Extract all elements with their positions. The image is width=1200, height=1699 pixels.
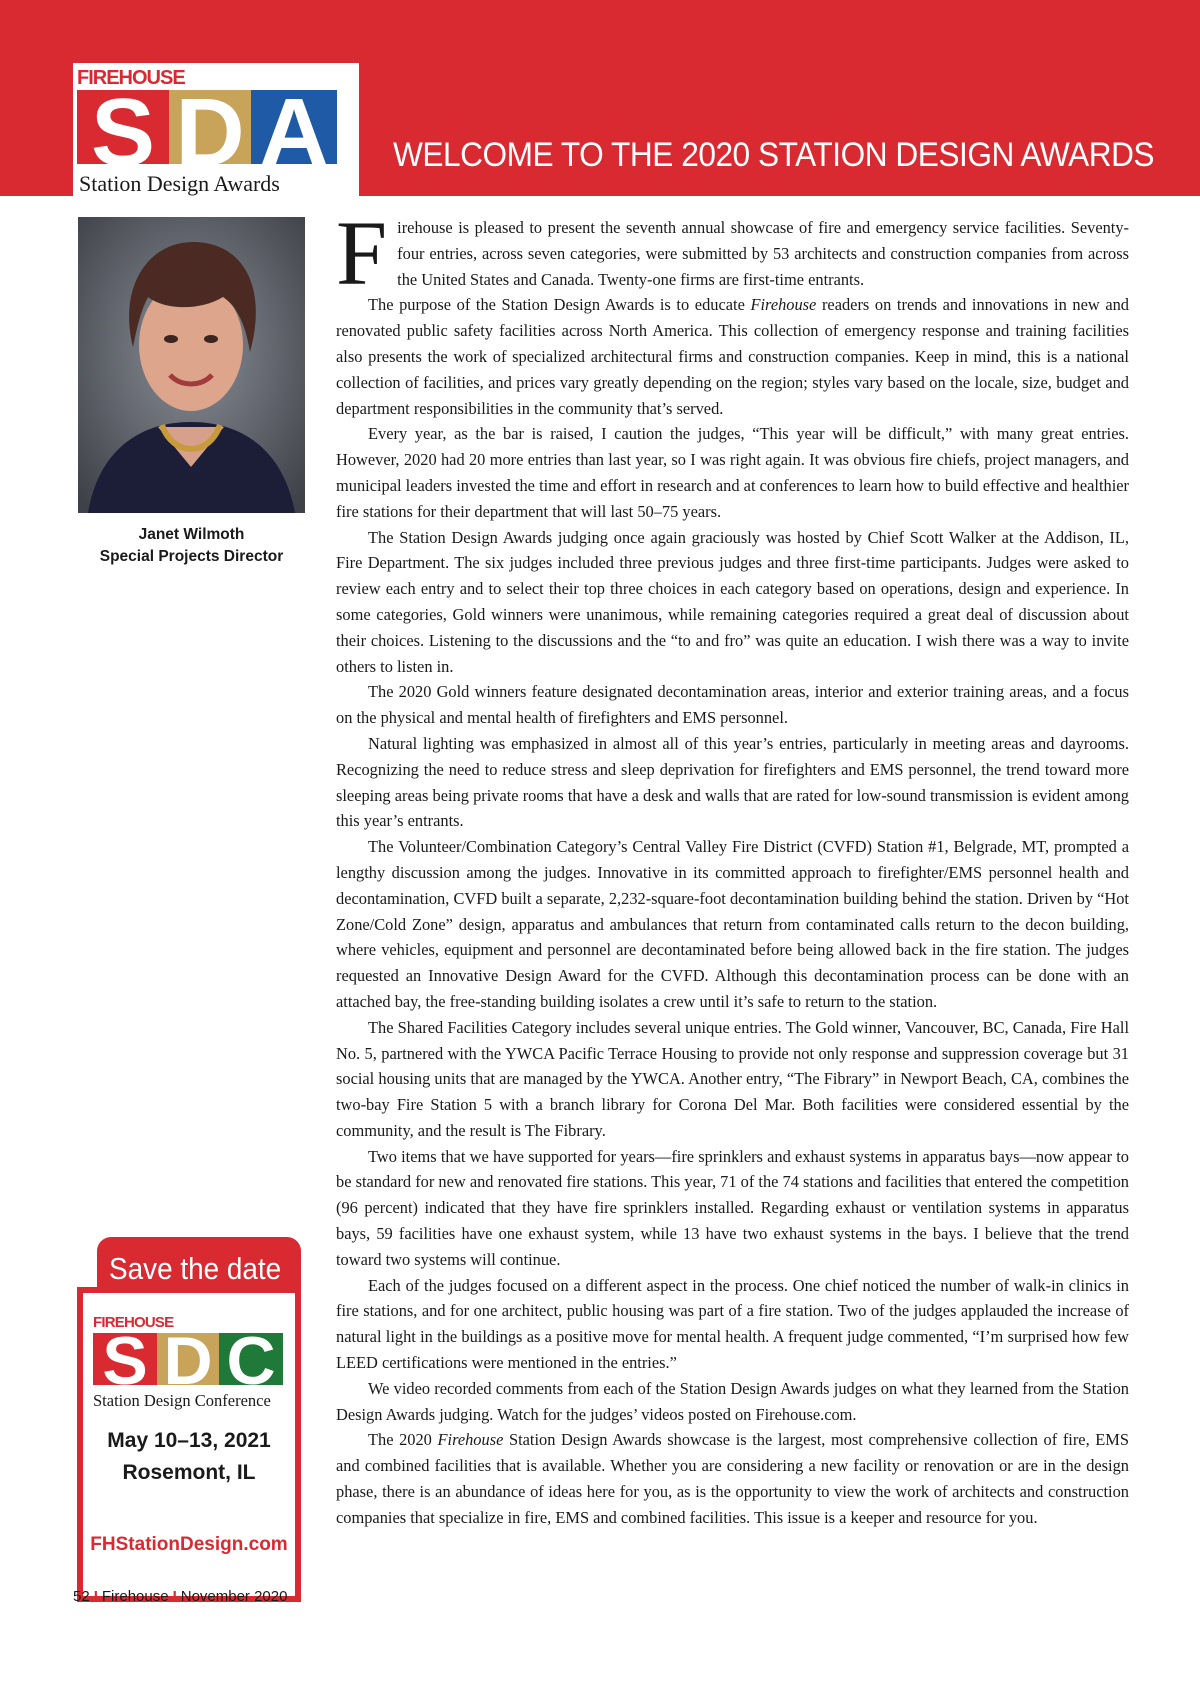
drop-cap: F [336,202,388,304]
sdc-logo [91,1311,287,1411]
logo-letter-d: D [175,79,245,186]
author-caption [78,524,305,568]
page-number: 52 [73,1588,90,1605]
svg-text:D: D [163,1323,213,1399]
save-the-date-ad [77,1237,301,1699]
article-paragraph: Natural lighting was emphasized in almost all of this year’s entries, particularly in meeting areas and dayrooms. Recognizing the need to reduce stress and sleep deprivation for firefighters and EMS personnel, the trend toward more sleeping areas being private rooms that have a desk and walls that are rated for low-sound transmission is evident among this year’s entrants. [336,733,1129,831]
svg-text:C: C [226,1323,276,1399]
sdc-logo-subtitle: Station Design Conference [93,1391,271,1410]
page-footer: 52 I Firehouse I November 2020 [73,1588,288,1605]
article-paragraph: Firehouse is pleased to present the seventh annual showcase of fire and emergency service facilities. Seventy-four entries, across seven categories, were submitted by 53 architects and construction companies from across the United States and Canada. Twenty-one firms are first-time entrants. [336,202,1129,304]
page-headline: WELCOME TO THE 2020 STATION DESIGN AWARDS [393,136,1155,174]
article-paragraph: Each of the judges focused on a different aspect in the process. One chief noticed the number of walk-in clinics in fire stations, and for one architect, public housing was part of a fire station. Two of the judges applauded the increase of natural light in the buildings as a positive move for mental health. A frequent judge commented, “I’m surprised how few LEED certifications were mentioned in the entries.” [336,1275,1129,1373]
conference-url[interactable]: FHStationDesign.com [90,1534,288,1555]
author-photo [78,217,305,513]
logo-subtitle: Station Design Awards [79,171,280,196]
logo-brand: FIREHOUSE [77,67,185,89]
article-paragraph: Every year, as the bar is raised, I caution the judges, “This year will be difficult,” with many great entries. However, 2020 had 20 more entries than last year, so I was right again. It was obvious fire chiefs, project managers, and municipal leaders invested the time and effort in research and at conferences to learn how to build effective and healthier fire stations for their department that will last 50–75 years. [336,424,1129,521]
sdc-logo-brand: FIREHOUSE [93,1314,174,1331]
logo-letter-a: A [259,79,329,186]
conference-box [77,1287,301,1602]
svg-text:S: S [102,1323,148,1399]
logo-letter-s: S [90,79,156,186]
sda-logo [73,63,359,201]
article-paragraph: We video recorded comments from each of the Station Design Awards judges on what they learned from the Station Design Awards judging. Watch for the judges’ videos posted on Firehouse.com. [336,1378,1129,1424]
article-paragraph: The Station Design Awards judging once again graciously was hosted by Chief Scott Walker at the Addison, IL, Fire Department. The six judges included three previous judges and three first-time participants. Judges were asked to review each entry and to select their top three choices in each category based on operations, design and experience. In some categories, Gold winners were unanimous, while remaining categories required a great deal of discussion about their choices. Listening to the discussions and the “to and fro” was quite an education. I wish there was a way to invite others to listen in. [336,527,1129,676]
article-paragraph: The Volunteer/Combination Category’s Central Valley Fire District (CVFD) Station #1, Belgrade, MT, prompted a lengthy discussion among the judges. Innovative in its committed approach to firefighter/EMS personnel health and decontamination, CVFD built a separate, 2,232-square-foot decontamination building behind the station. Driven by “Hot Zone/Cold Zone” design, apparatus and ambulances that return from contaminated calls return to the decon building, where vehicles, equipment and personnel are decontaminated before being allowed back in the fire station. The judges requested an Innovative Design Award for the CVFD. Although this decontamination process can be done with an attached bay, the free-standing building isolates a crew until it’s safe to return to the station. [336,837,1129,1011]
article-paragraph: The 2020 Gold winners feature designated decontamination areas, interior and exterior training areas, and a focus on the physical and mental health of firefighters and EMS personnel. [336,682,1129,728]
save-the-date-label: Save the date [109,1251,282,1286]
article-body [336,202,1129,1531]
article-paragraph: The 2020 Firehouse Station Design Awards showcase is the largest, most comprehensive collection of fire, EMS and combined facilities that is available. Whether you are considering a new facility or renovation or are in the design phase, there is an abundance of ideas here for you, as is the opportunity to view the work of architects and construction companies that specialize in fire, EMS and combined facilities. This issue is a keeper and resource for you. [336,1430,1129,1527]
magazine-name: Firehouse [101,1588,169,1605]
conference-dates: May 10–13, 2021 Rosemont, IL [107,1429,271,1484]
issue-date: November 2020 [180,1588,288,1605]
article-paragraph: The Shared Facilities Category includes several unique entries. The Gold winner, Vancouver, BC, Canada, Fire Hall No. 5, partnered with the YWCA Pacific Terrace Housing to provide not only response and suppression coverage but 31 social housing units that are managed by the YWCA. Another entry, “The Fibrary” in Newport Beach, CA, combines the two-bay Fire Station 5 with a branch library for Corona Del Mar. Both facilities were considered essential by the community, and the result is The Fibrary. [336,1017,1129,1140]
author-title: Special Projects Director [99,548,284,565]
author-name: Janet Wilmoth [138,526,245,543]
article-paragraph: Two items that we have supported for years—fire sprinklers and exhaust systems in apparatus bays—now appear to be standard for new and renovated fire stations. This year, 71 of the 74 stations and facilities that entered the competition (96 percent) indicated that they have fire sprinklers installed. Regarding exhaust or ventilation systems in apparatus bays, 59 facilities have one exhaust system, while 13 have two exhaust systems in the bays. I believe that the trend toward two systems will continue. [336,1146,1129,1269]
article-paragraph: The purpose of the Station Design Awards is to educate Firehouse readers on trends and innovations in new and renovated public safety facilities across North America. This collection of emergency response and training facilities also presents the work of specialized architectural firms and construction companies. Keep in mind, this is a national collection of facilities, and prices vary greatly depending on the region; styles vary based on the locale, size, budget and department responsibilities in the community that’s served. [336,295,1129,418]
